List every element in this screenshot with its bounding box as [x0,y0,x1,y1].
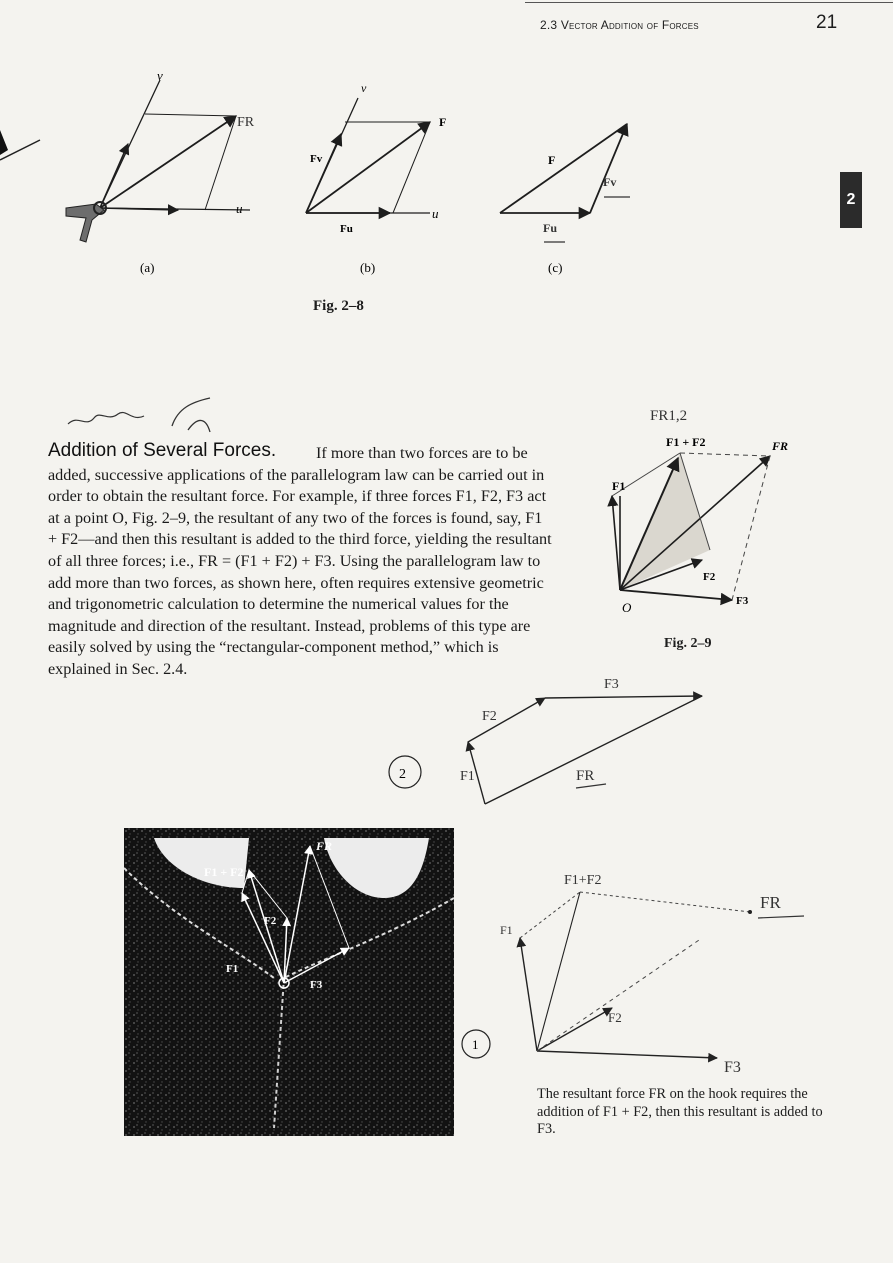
fig-2-8b [306,81,446,275]
para-4-9 [732,456,770,600]
panel-b-label: (b) [360,260,376,275]
hs2-f2-arrow [468,698,545,742]
hook-photo-art [124,828,454,1136]
eye-bolt-a [66,204,104,242]
photo-caption: The resultant force FR on the hook requires the addition of F1 + F2, then this resultant is added to F3. [537,1086,823,1137]
photo-f3-label: F3 [310,979,323,991]
section-body [48,443,553,681]
hs1-fr-label: FR [760,893,781,912]
origin-label-9: O [622,600,632,615]
hs1-f1-arrow [520,938,537,1051]
scribble-2 [172,398,210,432]
photo-f2-label: F2 [264,915,277,927]
hs1-fr-underline [758,916,804,918]
fu-label-b: Fu [340,223,353,235]
para-3-9 [680,453,770,456]
f1-label-9: F1 [612,479,626,493]
hand-sketch-2 [380,668,740,818]
scribble-1 [68,412,144,424]
axis-u-label-a: u [236,201,243,216]
hs1-dash-1 [520,892,580,938]
margin-scribble [60,392,240,440]
hand-sketch-1 [452,858,822,1082]
axis-u-label-b: u [432,206,439,221]
hs2-fr-underline [576,784,606,788]
f-label-b: F [439,115,447,129]
hs1-f2-arrow [537,1008,612,1051]
hs2-f3-label: F3 [604,677,619,692]
photo-f12-label: F1 + F2 [204,865,244,879]
f1-arrow-9 [612,496,620,590]
hs1-f12-label: F1+F2 [564,873,602,888]
fr-arrow-9 [620,456,770,590]
hs1-f3-arrow [537,1051,717,1058]
hs1-fr-dot [748,910,752,914]
hs1-f1-label: F1 [500,923,513,937]
hs1-f12-line [537,892,580,1051]
fv-hand-label-c: Fv [603,175,617,189]
fig-2-8a [66,68,255,275]
hs2-fr-line [485,696,702,804]
stray-mark [0,130,8,155]
hs1-circle-label: 1 [472,1037,479,1052]
axis-v-label-b: v [361,81,367,95]
hs2-f2-label: F2 [482,709,497,724]
chapter-tab: 2 [840,172,862,228]
photo-f1-label: F1 [226,963,239,975]
fu-hand-label-c: Fu [543,221,558,235]
f3-label-9: F3 [736,595,749,607]
f-label-c: F [548,153,556,167]
panel-a-label: (a) [140,260,155,275]
f2-label-9: F2 [703,571,716,583]
fig-2-9-diagram [590,400,820,630]
hook-photo [124,828,454,1136]
hs2-circle-label: 2 [399,767,406,782]
fr12-hand-label: FR1,2 [650,408,688,424]
photo-fr-label: FR [316,839,333,853]
hs1-dash-2 [580,892,750,912]
parallel-right-a [205,116,236,210]
axis-v-label-a: v [157,68,163,83]
hs1-f3-label: F3 [724,1059,741,1076]
fig-2-9-caption: Fig. 2–9 [664,636,712,651]
fig-2-8-caption: Fig. 2–8 [313,298,364,314]
f3-arrow-9 [620,590,732,600]
running-head: 2.3 Vector Addition of Forces [540,18,699,32]
hs1-f2-label: F2 [608,1010,622,1025]
hs2-f1-label: F1 [460,769,475,784]
hs1-fr-line [537,938,702,1051]
section-body-text: If more than two forces are to be added, successive applications of the parallelogram law can be carried out in order to obtain the resultant force. For example, if three forces F1, F2, F3 act at a point O, Fig. 2–9, the resultant of any two of the forces is found, say, F1 + F2—and then this resultant is added to the third force, yielding the resultant of all three forces; i.e., FR = (F1 + F2) + F3. Using the parallelogram law to add more than two forces, as shown here, often requires extensive geometric and trigonometric calculation to determine the numerical values for the magnitude and direction of the resultant. Instead, problems of this type are easily solved by using the “rectangular-component method,” which is explained in Sec. 2.4. [48,444,552,678]
fig-2-8-diagrams [0,60,700,300]
hs2-fr-label: FR [576,768,595,784]
fr-label-9: FR [772,439,789,453]
panel-c-label: (c) [548,260,563,275]
fr-hand-label-a: FR [237,115,255,130]
page-number: 21 [816,12,838,33]
hs2-f3-arrow [545,696,702,698]
section-heading: Addition of Several Forces. [48,440,277,461]
fv-label-b: Fv [310,153,323,165]
parallel-top-a [145,114,236,116]
fig-2-8c [500,124,630,275]
header-rule [525,2,893,3]
f12-label-9: F1 + F2 [666,435,706,449]
